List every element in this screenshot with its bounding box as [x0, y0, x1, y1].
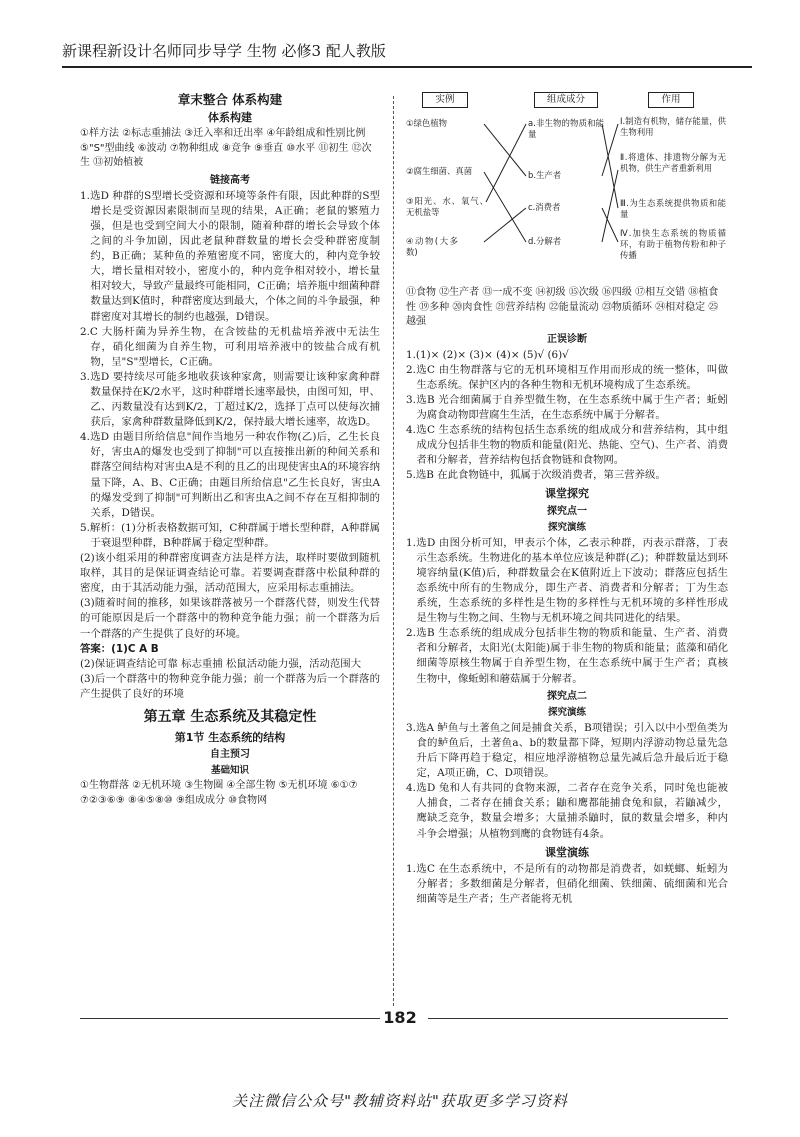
correction-item: 2.选C 由生物群落与它的无机环境相互作用而形成的统一整体，叫做生态系统。保护区内的各种生物和无机环境构成了生态系统。	[406, 363, 728, 391]
correction-heading: 正误诊断	[547, 333, 587, 345]
chapter5-title: 第五章 生态系统及其稳定性	[143, 708, 317, 725]
framework-keywords-2: ⑪食物 ⑫生产者 ⑬一成不变 ⑭初级 ⑮次级 ⑯四级 ⑰相互交错 ⑱植食性 ⑲多种 ⑳肉食性 ㉑营养结构 ㉒能量流动 ㉓物质循环 ㉔相对稳定 ㉕越强	[406, 287, 719, 327]
answer-item: (3)随着时间的推移，如果该群落被另一个群落代替，则发生代替的可能原因是后一个群落中的物种竞争能力强；前一个群落为后一个群落的产生提供了良好的环境。	[80, 597, 380, 640]
self-study-heading: 自主预习	[210, 749, 250, 761]
gaokao-heading: 链接高考	[210, 174, 250, 186]
inquiry-item: 2.选B 生态系统的组成成分包括非生物的物质和能量、生产者、消费者和分解者，太阳光(太阳能)属于非生物的物质和能量；蓝藻和硝化细菌等原核生物属于自养型生物，在生态系统中属于生产者；真核生物中，像蚯蚓和蘑菇属于分解者。	[406, 627, 728, 685]
role-item: Ⅲ.为生态系统提供物质和能量	[620, 198, 726, 219]
answer-item: (3)后一个群落中的物种竞争能力强；前一个群落为后一个群落的产生提供了良好的环境	[80, 672, 380, 700]
class-exercise-item: 1.选C 在生态系统中，不是所有的动物都是消费者，如蜣螂、蚯蚓为分解者；多数细菌是分解者，但硝化细菌、铁细菌、硫细菌和光合细菌等是生产者；生产者能将无机	[406, 862, 728, 905]
answer-item: 1.选D 种群的S型增长受资源和环境等条件有限，因此种群的S型增长是受资源因素限制而呈现的结果，A正确；老鼠的繁殖力强，但是也受到空间大小的限制，随着种群的增长会导致个体之间的斗争加剧，因此老鼠种群数量的增长会受种群密度制约，B正确；某种鱼的养殖密度不同，密度大的，种内竞争较大，增长量相对较小，密度小的，种内竞争相对较小，增长量相对较大，导致产量最终可能相同，C正确；培养瓶中细菌种群数量达到K值时，种群密度达到最大，个体之间的斗争最强，种群密度对其增长的制约也越强，D错误。	[80, 189, 380, 323]
inquiry-item: 4.选D 兔和人有共同的食物来源，二者存在竞争关系，同时兔也能被人捕食，二者存在捕食关系；鼬和鹰都能捕食兔和鼠，若鼬减少，鹰缺乏竞争，数量会增多；大量捕杀鼬时，鼠的数量会增多，种内斗争会增强；从植物到鹰的食物链有4条。	[406, 782, 728, 840]
answer-item: 5.解析：(1)分析表格数据可知，C种群属于增长型种群，A种群属于衰退型种群，B种群属于稳定型种群。	[80, 521, 380, 549]
chapter-summary-heading: 章末整合 体系构建	[177, 92, 283, 107]
bottom-note: 关注微信公众号"教辅资料站"获取更多学习资料	[232, 1092, 568, 1110]
right-column	[406, 90, 728, 907]
role-item: Ⅱ.将遗体、排遗物分解为无机物，供生产者重新利用	[620, 152, 726, 173]
diagram-head-examples: 实例	[422, 92, 468, 108]
answer-key: 答案：(1)C A B	[80, 642, 159, 655]
section-title: 第1节 生态系统的结构	[174, 731, 286, 745]
component-item: b.生产者	[528, 170, 562, 180]
column-divider	[393, 96, 394, 1006]
inquiry-item: 1.选D 由图分析可知，甲表示个体，乙表示种群，丙表示群落，丁表示生态系统。生物进化的基本单位应该是种群(乙)；种群数量达到环境容纳量(K值)后，种群数量会在K值附近上下波动；群落应包括生态系统中所有的生物成分，即生产者、消费者和分解者；丁为生态系统，生态系统的多样性是生物的多样性与无机环境的多样性形成是生物与生物之间、生物与无机环境之间共同进化的结果。	[406, 536, 728, 625]
component-item: a.非生物的物质和能量	[528, 118, 604, 139]
answer-item: (2)保证调查结论可靠 标志重捕 松鼠活动能力强，活动范围大	[80, 657, 362, 670]
framework-heading: 体系构建	[208, 111, 252, 125]
answer-item: 2.C 大肠杆菌为异养生物，在含铵盐的无机盐培养液中无法生存，硝化细菌为自养生物，可利用培养液中的铵盐合成有机物，呈"S"型增长，C正确。	[80, 325, 380, 368]
example-item: ③阳光、水、氧气、无机盐等	[406, 196, 488, 217]
example-item: ②腐生细菌、真菌	[406, 166, 473, 176]
correction-item: 5.选B 在此食物链中，狐属于次级消费者，第三营养级。	[406, 469, 666, 482]
inquiry-exercise-1: 探究演练	[547, 521, 586, 533]
framework-keywords: ①样方法 ②标志重捕法 ③迁入率和迁出率 ④年龄组成和性别比例 ⑤"S"型曲线 ⑥波动 ⑦物种组成 ⑧竞争 ⑨垂直 ⑩水平 ⑪初生 ⑫次生 ⑬初始植被	[80, 128, 372, 169]
diagram-head-roles: 作用	[648, 92, 694, 108]
correction-item: 4.选C 生态系统的结构包括生态系统的组成成分和营养结构，其中组成成分包括非生物的物质和能量(阳光、热能、空气)、生产者、消费者和分解者，营养结构包括食物链和食物网。	[406, 424, 728, 467]
role-item: Ⅳ.加快生态系统的物质循环，有助于植物传粉和种子传播	[620, 228, 726, 260]
inquiry-exercise-2: 探究演练	[547, 706, 586, 718]
header-rule	[62, 66, 752, 68]
class-exercise-heading: 课堂演练	[545, 845, 589, 859]
component-item: d.分解者	[528, 236, 562, 246]
correction-item: 3.选B 光合细菌属于自养型微生物，在生态系统中属于生产者；蚯蚓为腐食动物即营腐生生活，在生态系统中属于分解者。	[406, 393, 728, 421]
left-column	[80, 90, 380, 808]
role-item: Ⅰ.制造有机物，储存能量，供生物利用	[620, 116, 726, 137]
inquiry-item: 3.选A 鲈鱼与土著鱼之间是捕食关系，B项错误；引入以中小型鱼类为食的鲈鱼后，土著鱼a、b的数量都下降，短期内浮游动物总量先急升后下降再趋于稳定，相应地浮游植物总量先减后急升最后近于稳定，A项正确，C、D项错误。	[406, 721, 728, 780]
answer-item: 3.选D 要持续尽可能多地收获该种家禽，则需要让该种家禽种群数量保持在K/2水平，这时种群增长速率最快，由图可知，甲、乙、丙数量没有达到K/2，丁超过K/2，选择丁点可以使每次捕获后，家禽种群数量降低到K/2，保持最大增长速率，故选D。	[80, 370, 380, 429]
running-header: 新课程新设计名师同步导学 生物 必修3 配人教版	[62, 42, 386, 60]
answer-item: (2)该小组采用的种群密度调查方法是样方法，取样时要做到随机取样，其目的是保证调查结论可靠。若要调查群落中松鼠种群的密度，由于其活动能力强，活动范围大，应采用标志重捕法。	[80, 552, 380, 595]
correction-item: 1.(1)× (2)× (3)× (4)× (5)√ (6)√	[406, 348, 569, 361]
diagram-head-components: 组成成分	[534, 92, 598, 108]
matching-diagram	[406, 90, 728, 280]
example-item: ④动物(大多数)	[406, 236, 458, 257]
answer-item: 4.选D 由题目所给信息"间作当地另一种农作物(乙)后，乙生长良好，害虫A的爆发也受到了抑制"可以直接推出新的种间关系和群落空间结构对害虫A是不利的且乙的出现使害虫A的环境容纳量下降，A、B、C正确；由题目所给信息"乙生长良好，害虫A的爆发受到了抑制"可判断出乙和害虫A之间不存在互相抑制的关系，D错误。	[80, 431, 380, 519]
basic-knowledge-heading: 基础知识	[210, 765, 249, 777]
example-item: ①绿色植物	[406, 118, 448, 128]
inquiry-point-1: 探究点一	[547, 505, 587, 517]
page-number: 182	[383, 1008, 417, 1027]
class-inquiry-heading: 课堂探究	[545, 487, 589, 501]
basic-knowledge-keywords: ①生物群落 ②无机环境 ③生物圈 ④全部生物 ⑤无机环境 ⑥①⑦ ⑦②③⑥⑨ ⑧④⑤⑧⑩ ⑨组成成分 ⑩食物网	[80, 780, 358, 806]
inquiry-point-2: 探究点二	[547, 690, 587, 702]
component-item: c.消费者	[528, 202, 561, 212]
